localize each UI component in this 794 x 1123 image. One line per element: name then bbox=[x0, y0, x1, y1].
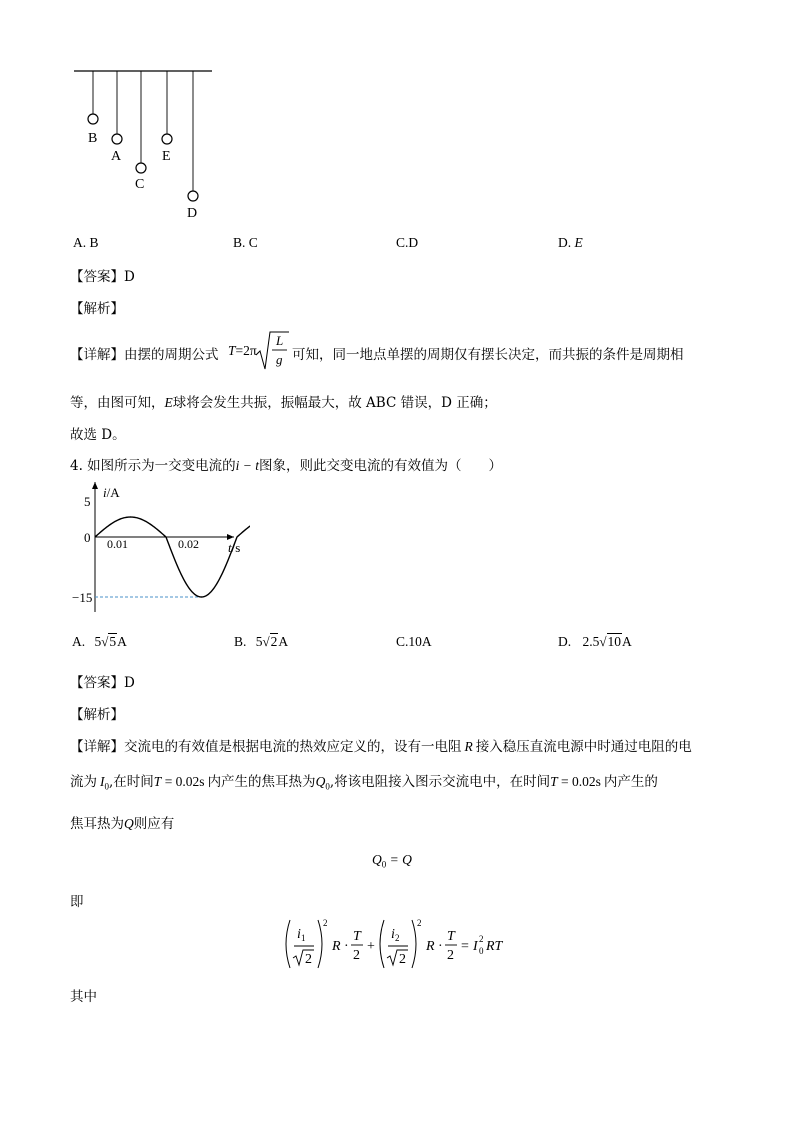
pendulum-bob-e bbox=[162, 134, 172, 144]
svg-text:·: · bbox=[344, 939, 349, 954]
q3-detail-line2: 等，由图可知，E球将会发生共振，振幅最大，故 ABC 错误，D 正确； bbox=[70, 395, 497, 411]
svg-text:2: 2 bbox=[417, 918, 422, 928]
q4-option-b: B. 5√2A bbox=[234, 634, 289, 649]
svg-text:2: 2 bbox=[399, 952, 406, 967]
answer-value: D bbox=[124, 675, 135, 691]
answer-label: 【答案】 bbox=[70, 675, 124, 691]
svg-text:T: T bbox=[447, 929, 455, 944]
pendulum-figure bbox=[70, 64, 220, 224]
q4-answer bbox=[70, 671, 135, 691]
q3-option-d: D. E bbox=[558, 235, 583, 250]
svg-text:2: 2 bbox=[447, 948, 454, 963]
x-tick-label-002: 0.02 bbox=[178, 537, 199, 551]
x-axis-label: t/s bbox=[228, 540, 241, 555]
q3-conclusion: 故选 D。 bbox=[70, 427, 126, 443]
q4-qizhong: 其中 bbox=[70, 989, 97, 1005]
svg-text:R: R bbox=[426, 939, 435, 954]
pendulum-label-c: C bbox=[135, 177, 145, 192]
y-tick-label-0: 0 bbox=[84, 530, 91, 545]
q4-ji: 即 bbox=[70, 894, 84, 910]
heat-equation bbox=[280, 914, 520, 974]
y-tick-label-5: 5 bbox=[84, 494, 91, 509]
q3-option-c: C.D bbox=[396, 235, 419, 250]
svg-text:0: 0 bbox=[479, 946, 484, 956]
pendulum-bob-c bbox=[136, 163, 146, 173]
q3-detail-line1-start: 【详解】由摆的周期公式 bbox=[70, 347, 219, 363]
q3-analysis-label: 【解析】 bbox=[70, 301, 124, 317]
equation-q0-equals-q: $Q_0 = Q$ bbox=[372, 852, 412, 870]
pendulum-bob-d bbox=[188, 191, 198, 201]
svg-text:2: 2 bbox=[479, 934, 484, 944]
q3-detail-line1-end: 可知，同一地点单摆的周期仅有摆长决定，而共振的条件是周期相 bbox=[292, 347, 684, 363]
answer-value: D bbox=[124, 269, 135, 285]
svg-text:2: 2 bbox=[353, 948, 360, 963]
pendulum-bob-a bbox=[112, 134, 122, 144]
svg-text:i: i bbox=[391, 927, 395, 942]
pendulum-label-d: D bbox=[187, 206, 198, 221]
svg-text:·: · bbox=[438, 939, 443, 954]
q4-stem: 4. 如图所示为一交变电流的i − t图象，则此交变电流的有效值为（ ） bbox=[70, 458, 503, 474]
pendulum-bob-b bbox=[88, 114, 98, 124]
sqrt-l-over-g bbox=[256, 329, 290, 373]
svg-text:I: I bbox=[473, 939, 478, 954]
svg-text:R: R bbox=[332, 939, 341, 954]
svg-text:1: 1 bbox=[301, 933, 306, 943]
q4-analysis-label: 【解析】 bbox=[70, 707, 124, 723]
svg-text:=: = bbox=[461, 939, 469, 954]
y-axis-label: i/A bbox=[103, 485, 120, 500]
q3-period-formula: T=2π bbox=[228, 343, 257, 358]
q3-answer bbox=[70, 265, 135, 285]
q4-option-a: A. 5√5A bbox=[72, 634, 127, 649]
svg-text:+: + bbox=[367, 939, 375, 954]
svg-text:RT: RT bbox=[486, 939, 503, 954]
answer-label: 【答案】 bbox=[70, 269, 124, 285]
q4-option-c: C.10A bbox=[396, 634, 432, 649]
x-tick-label-001: 0.01 bbox=[107, 537, 128, 551]
svg-text:2: 2 bbox=[305, 952, 312, 967]
q4-option-d: D. 2.5√10A bbox=[558, 634, 632, 649]
y-tick-label-neg15: −15 bbox=[72, 590, 93, 605]
q4-detail-line3: 焦耳热为Q则应有 bbox=[70, 816, 175, 832]
formula-numerator-l: L bbox=[276, 333, 284, 348]
pendulum-label-a: A bbox=[111, 149, 122, 164]
current-curve bbox=[95, 517, 250, 597]
q4-detail-line2: 流为 $I_0$,在时间T = 0.02s 内产生的焦耳热为$Q_0$,将该电阻接入图示交流电中，在时间T = 0.02s 内产生的 bbox=[70, 774, 658, 792]
formula-denominator-g: g bbox=[276, 352, 283, 367]
q4-detail-line1: 【详解】交流电的有效值是根据电流的热效应定义的，设有一电阻 R 接入稳压直流电源中时通过电阻的电 bbox=[70, 739, 692, 755]
pendulum-label-b: B bbox=[88, 131, 98, 146]
q3-option-b: B. C bbox=[233, 235, 258, 250]
svg-text:T: T bbox=[353, 929, 361, 944]
svg-text:2: 2 bbox=[395, 933, 400, 943]
current-time-chart bbox=[70, 476, 250, 616]
svg-text:2: 2 bbox=[323, 918, 328, 928]
svg-text:i: i bbox=[297, 927, 301, 942]
pendulum-label-e: E bbox=[162, 149, 171, 164]
q3-option-a: A. B bbox=[73, 235, 99, 250]
